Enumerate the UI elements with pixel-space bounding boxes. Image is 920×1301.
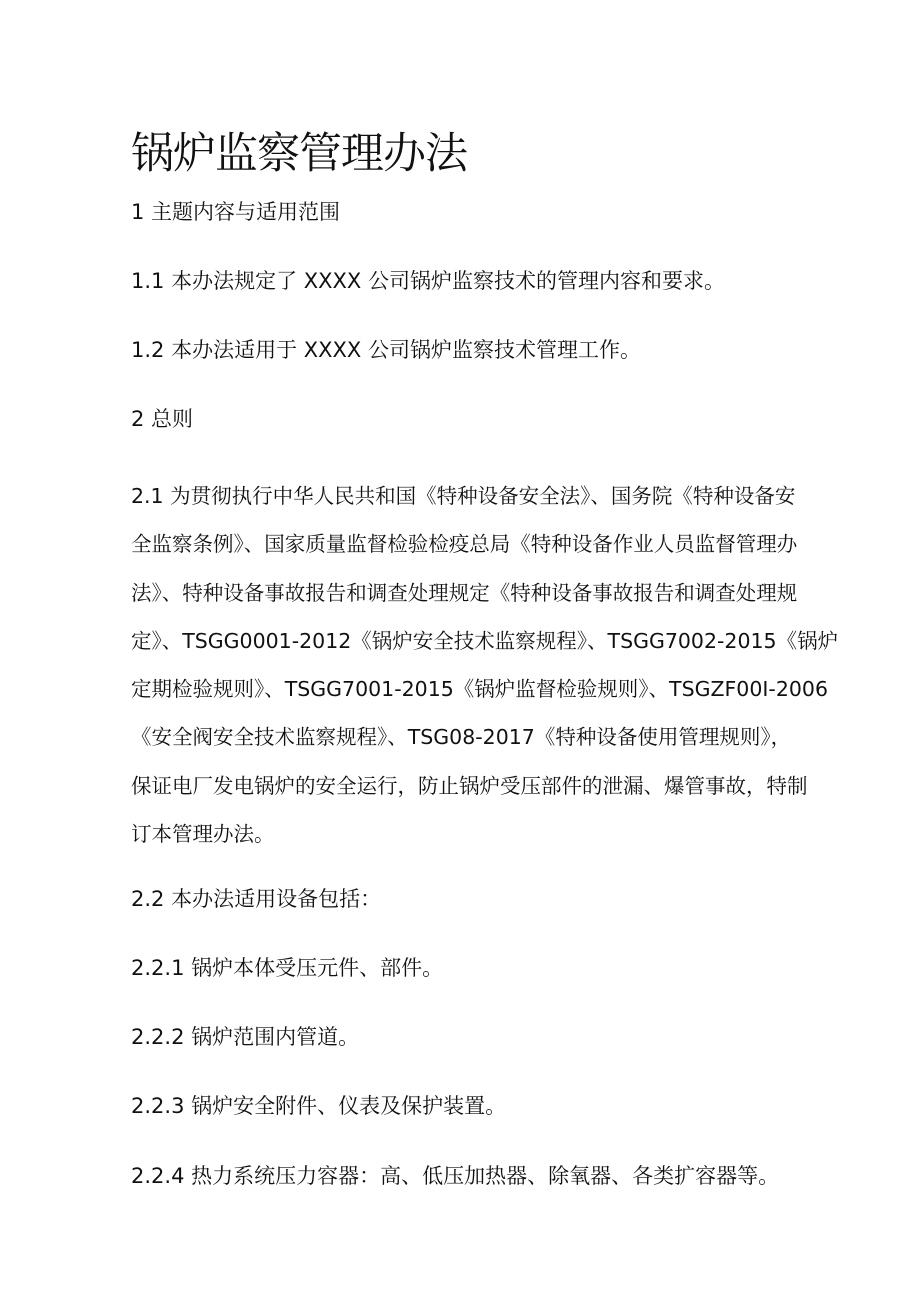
clause-2-1 xyxy=(131,472,839,858)
clause-2-1-line: 订本管理办法。 xyxy=(131,822,275,847)
clause-2-2-4: 2.2.4 热力系统压力容器：高、低压加热器、除氧器、各类扩容器等。 xyxy=(131,1164,780,1188)
document-title: 锅炉监察管理办法 xyxy=(131,129,467,179)
clause-2-1-line: 定》、TSGG0001-2012《锅炉安全技术监察规程》、TSGG7002-2015《锅炉 xyxy=(131,628,839,653)
clause-2-2-1: 2.2.1 锅炉本体受压元件、部件。 xyxy=(131,956,444,980)
clause-2-1-line: 保证电厂发电锅炉的安全运行，防止锅炉受压部件的泄漏、爆管事故，特制 xyxy=(131,773,808,798)
clause-2-1-line: 法》、特种设备事故报告和调查处理规定《特种设备事故报告和调查处理规 xyxy=(131,580,798,605)
clause-2-2-2: 2.2.2 锅炉范围内管道。 xyxy=(131,1025,360,1049)
clause-2-1-line: 全监察条例》、国家质量监督检验检疫总局《特种设备作业人员监督管理办 xyxy=(131,532,798,557)
clause-2-2: 2.2 本办法适用设备包括： xyxy=(131,887,382,911)
section-1-heading: 1 主题内容与适用范围 xyxy=(131,200,341,224)
clause-2-1-line: 2.1 为贯彻执行中华人民共和国《特种设备安全法》、国务院《特种设备安 xyxy=(131,484,796,508)
clause-2-2-3: 2.2.3 锅炉安全附件、仪表及保护装置。 xyxy=(131,1094,507,1118)
clause-1-2: 1.2 本办法适用于 XXXX 公司锅炉监察技术管理工作。 xyxy=(131,338,641,362)
clause-2-1-line: 定期检验规则》、TSGG7001-2015《锅炉监督检验规则》、TSGZF00I-2006 xyxy=(131,677,828,702)
clause-1-1: 1.1 本办法规定了 XXXX 公司锅炉监察技术的管理内容和要求。 xyxy=(131,269,725,293)
clause-2-1-line: 《安全阀安全技术监察规程》、TSG08-2017《特种设备使用管理规则》， xyxy=(131,725,792,750)
section-2-heading: 2 总则 xyxy=(131,407,194,431)
